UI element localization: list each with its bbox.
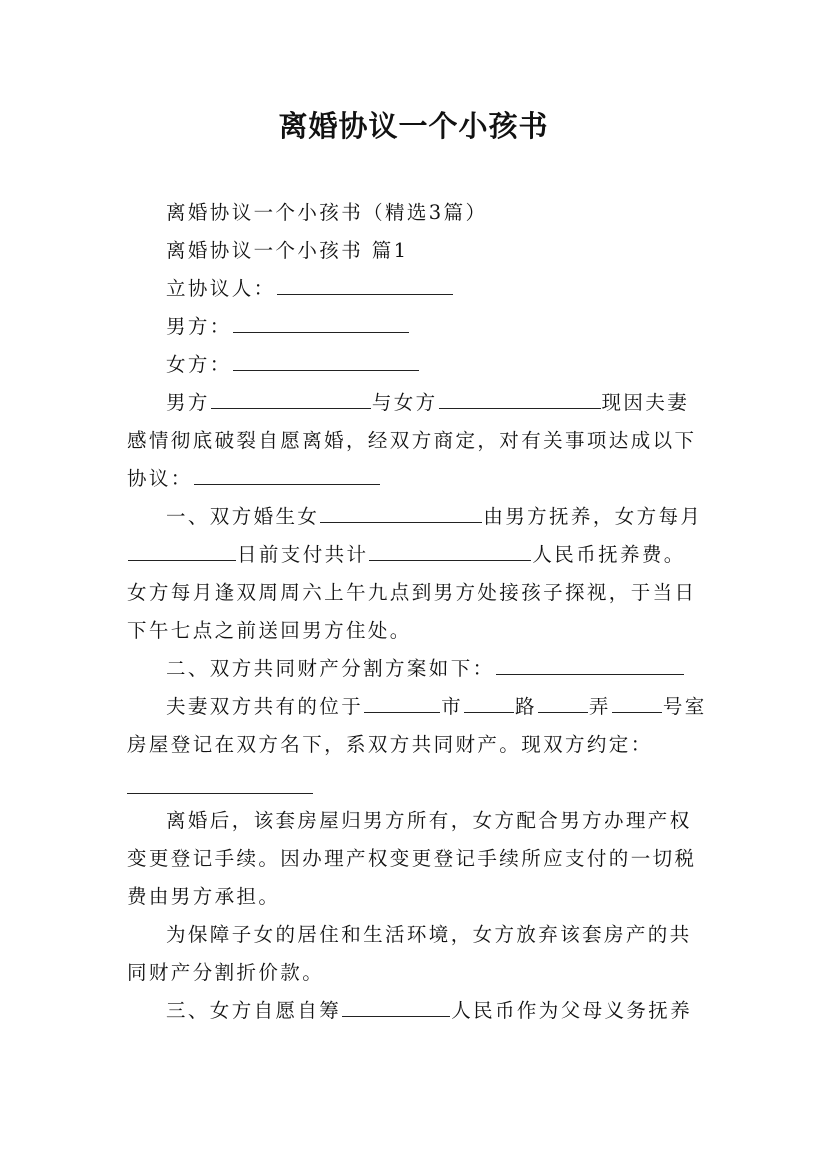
- paragraph-child-housing: [127, 916, 707, 992]
- clause-1-text-d: 人民币抚养费。女方每月逢双周周六上午九点到男方处接孩子探视，于当日下午七点之前送回男方住处。: [127, 543, 697, 642]
- paragraph-agreement-intro: [127, 384, 707, 498]
- lane-blank: [538, 693, 588, 713]
- paragraph-clause-3: [127, 992, 707, 1030]
- paragraph-section-heading: [127, 232, 707, 270]
- pay-day-blank: [128, 541, 236, 561]
- subtitle-text: 离婚协议一个小孩书（精选3篇）: [166, 201, 488, 224]
- clause-1-text-b: 由男方抚养，女方每月: [483, 505, 703, 528]
- property-plan-blank: [496, 655, 684, 675]
- clause-1-text-c: 日前支付共计: [237, 543, 369, 566]
- clause-3-text-b: 人民币作为父母义务抚养: [451, 999, 693, 1022]
- section-heading-text: 离婚协议一个小孩书 篇1: [166, 239, 409, 262]
- self-funded-amount-blank: [342, 997, 450, 1017]
- agreement-blank: [194, 465, 380, 485]
- number-blank: [612, 693, 662, 713]
- paragraph-party-signer: [127, 270, 707, 308]
- male-party-label: 男方：: [166, 315, 232, 338]
- intro-male-text: 男方: [166, 391, 210, 414]
- document-body: [127, 194, 707, 1030]
- child-housing-text: 为保障子女的居住和生活环境，女方放弃该套房产的共同财产分割折价款。: [127, 923, 692, 984]
- document-title: 离婚协议一个小孩书: [278, 109, 549, 143]
- clause-1-text-a: 一、双方婚生女: [166, 505, 320, 528]
- paragraph-male-party: [127, 308, 707, 346]
- female-party-blank: [233, 351, 419, 371]
- daughter-name-blank: [320, 503, 482, 523]
- paragraph-clause-1: [127, 498, 707, 650]
- paragraph-clause-2: [127, 650, 707, 688]
- city-label: 市: [441, 695, 464, 718]
- lane-label: 弄: [588, 695, 611, 718]
- road-label: 路: [515, 695, 537, 718]
- clause-3-text-a: 三、女方自愿自筹: [166, 999, 342, 1022]
- paragraph-property-location: [127, 688, 707, 764]
- intro-male-blank: [211, 389, 371, 409]
- male-party-blank: [233, 313, 409, 333]
- after-divorce-text: 离婚后，该套房屋归男方所有，女方配合男方办理产权变更登记手续。因办理产权变更登记手续所应支付的一切税费由男方承担。: [127, 809, 697, 908]
- signer-blank: [277, 275, 453, 295]
- female-party-label: 女方：: [166, 353, 232, 376]
- property-text-b: 号室房屋登记在双方名下，系双方共同财产。现双方约定：: [127, 695, 707, 756]
- city-blank: [364, 693, 440, 713]
- agreement-terms-blank: [127, 793, 313, 794]
- property-text-a: 夫妻双方共有的位于: [166, 695, 364, 718]
- party-signer-label: 立协议人：: [166, 277, 276, 300]
- road-blank: [464, 693, 514, 713]
- intro-female-text: 与女方: [371, 391, 438, 414]
- intro-body-text: 现因夫妻感情彻底破裂自愿离婚，经双方商定，对有关事项达成以下协议：: [127, 391, 697, 490]
- intro-female-blank: [439, 389, 601, 409]
- support-amount-blank: [369, 541, 531, 561]
- clause-2-text: 二、双方共同财产分割方案如下：: [166, 657, 495, 680]
- paragraph-subtitle: [127, 194, 707, 232]
- paragraph-after-divorce: [127, 802, 707, 916]
- paragraph-standalone-blank: [127, 764, 707, 802]
- paragraph-female-party: [127, 346, 707, 384]
